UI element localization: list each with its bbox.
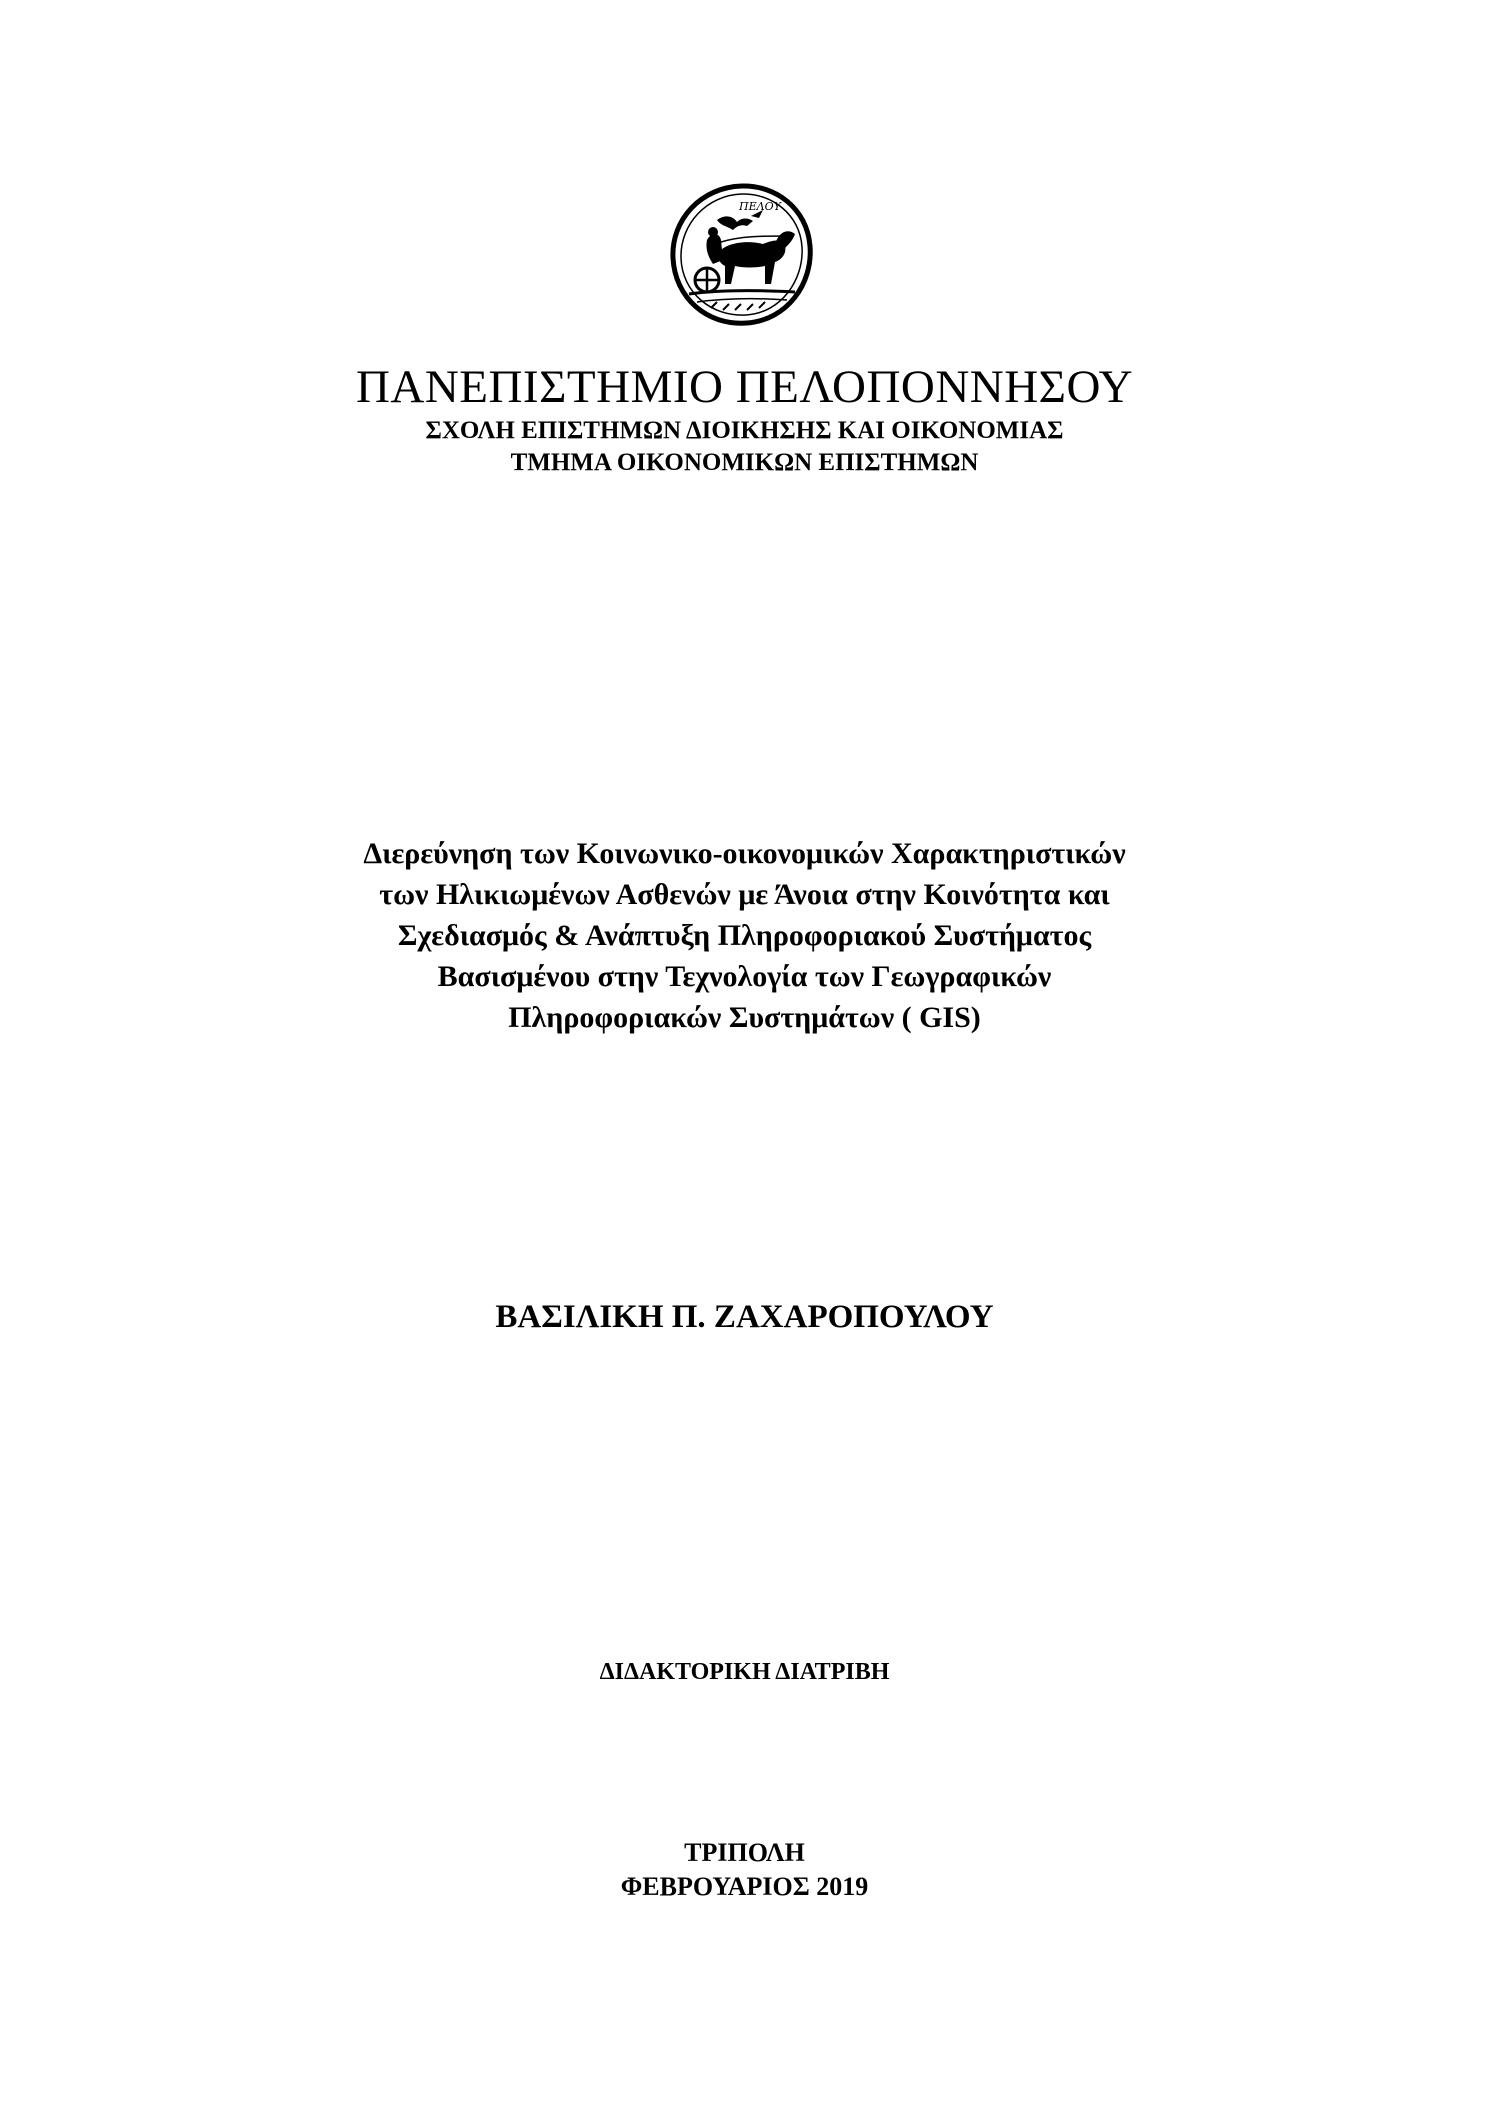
school-name: ΣΧΟΛΗ ΕΠΙΣΤΗΜΩΝ ΔΙΟΙΚΗΣΗΣ ΚΑΙ ΟΙΚΟΝΟΜΙΑΣ: [425, 417, 1064, 444]
thesis-title-line: των Ηλικιωμένων Ασθενών με Άνοια στην Κοινότητα και: [379, 878, 1110, 911]
author-name: ΒΑΣΙΛΙΚΗ Π. ΖΑΧΑΡΟΠΟΥΛΟΥ: [495, 1299, 994, 1335]
thesis-title-line: Σχεδιασμός & Ανάπτυξη Πληροφοριακού Συστήματος: [397, 919, 1092, 952]
seal-inscription: ΠΕΛΟΥ: [739, 200, 781, 213]
department-name: ΤΜΗΜΑ ΟΙΚΟΝΟΜΙΚΩΝ ΕΠΙΣΤΗΜΩΝ: [510, 449, 979, 476]
thesis-title: [0, 833, 1489, 1038]
date: ΦΕΒΡΟΥΑΡΙΟΣ 2019: [620, 1872, 869, 1901]
document-type: ΔΙΔΑΚΤΟΡΙΚΗ ΔΙΑΤΡΙΒΗ: [599, 1659, 890, 1685]
place: ΤΡΙΠΟΛΗ: [684, 1838, 805, 1867]
university-seal-chariot-icon: [667, 180, 817, 330]
thesis-title-line: Βασισμένου στην Τεχνολογία των Γεωγραφικών: [437, 960, 1052, 993]
thesis-title-line: Πληροφοριακών Συστημάτων ( GIS): [508, 1001, 981, 1034]
thesis-title-line: Διερεύνηση των Κοινωνικο-οικονομικών Χαρακτηριστικών: [363, 837, 1126, 870]
university-name: ΠΑΝΕΠΙΣΤΗΜΙΟ ΠΕΛΟΠΟΝΝΗΣΟΥ: [355, 361, 1134, 413]
